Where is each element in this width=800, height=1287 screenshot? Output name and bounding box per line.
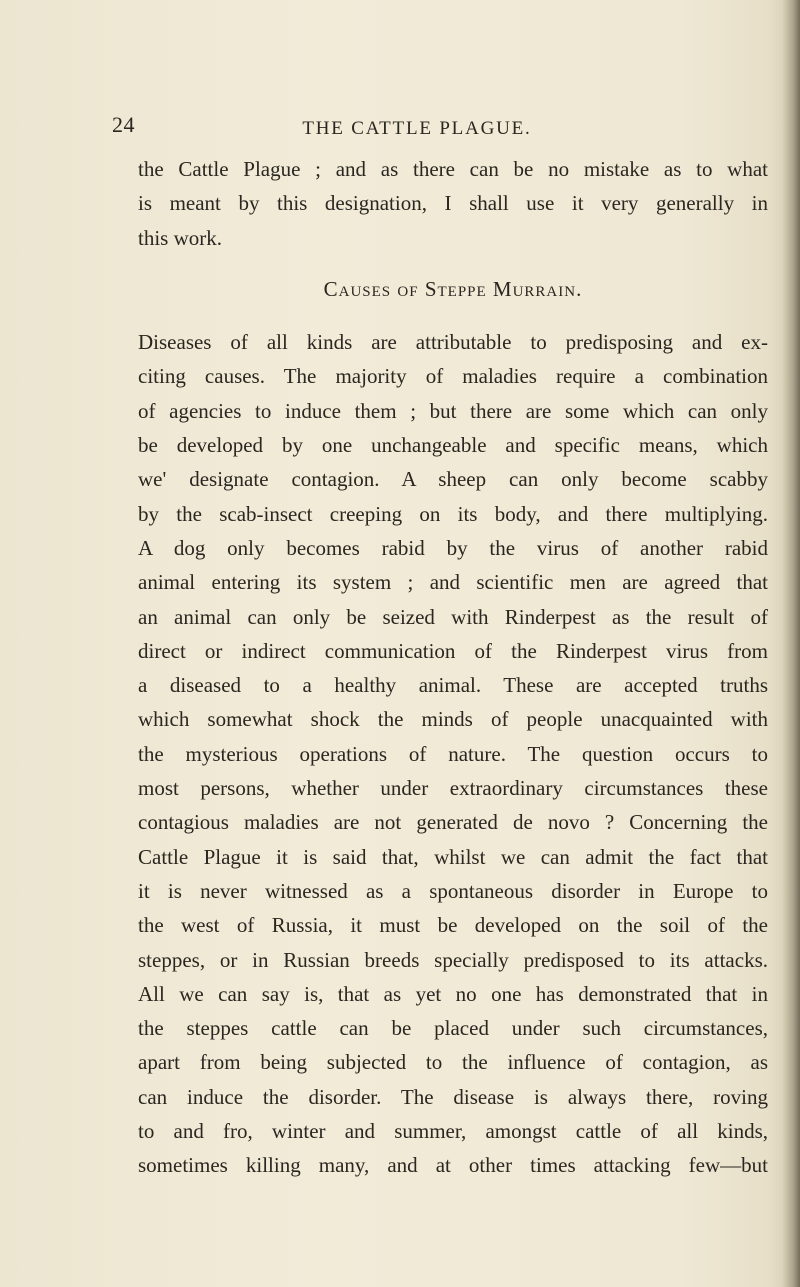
text-line: Cattle Plague it is said that, whilst we can admit the fact that <box>138 844 768 869</box>
text-line: to and fro, winter and summer, amongst cattle of all kinds, <box>138 1119 768 1144</box>
running-head: THE CATTLE PLAGUE. <box>302 118 532 139</box>
page-header <box>112 112 722 142</box>
text-line: most persons, whether under extraordinary circumstances these <box>138 776 768 801</box>
text-line: the Cattle Plague ; and as there can be no mistake as to what <box>138 157 768 181</box>
body-text <box>138 152 768 1183</box>
section-heading: Causes of Steppe Murrain. <box>323 276 583 301</box>
text-line: we' designate contagion. A sheep can only become scabby <box>138 467 768 492</box>
text-line: which somewhat shock the minds of people unacquainted with <box>138 707 768 732</box>
text-line: it is never witnessed as a spontaneous disorder in Europe to <box>138 878 768 903</box>
text-line: A dog only becomes rabid by the virus of another rabid <box>138 535 768 560</box>
paragraph-1 <box>138 152 768 255</box>
text-line: contagious maladies are not generated de novo ? Concerning the <box>138 810 768 835</box>
text-line: Diseases of all kinds are attributable to predisposing and ex- <box>138 330 768 355</box>
text-line: sometimes killing many, and at other times attacking few—but <box>138 1153 768 1178</box>
text-line: this work. <box>138 225 222 250</box>
text-line: steppes, or in Russian breeds specially predisposed to its attacks. <box>138 947 768 972</box>
text-line: be developed by one unchangeable and specific means, which <box>138 433 768 458</box>
text-line: can induce the disorder. The disease is always there, roving <box>138 1084 768 1109</box>
page-number: 24 <box>112 112 135 137</box>
text-line: the west of Russia, it must be developed on the soil of the <box>138 913 768 938</box>
text-line: the steppes cattle can be placed under such circumstances, <box>138 1016 768 1041</box>
text-line: by the scab-insect creeping on its body, and there multiplying. <box>138 501 768 526</box>
paragraph-2 <box>138 325 768 1182</box>
text-line: the mysterious operations of nature. The question occurs to <box>138 741 768 766</box>
page-edge-shadow <box>782 0 800 1287</box>
text-line: apart from being subjected to the influence of contagion, as <box>138 1050 768 1075</box>
text-line: All we can say is, that as yet no one has demonstrated that in <box>138 981 768 1006</box>
text-line: animal entering its system ; and scientific men are agreed that <box>138 570 768 595</box>
text-line: an animal can only be seized with Rinderpest as the result of <box>138 604 768 629</box>
text-line: of agencies to induce them ; but there are some which can only <box>138 398 768 423</box>
text-line: is meant by this designation, I shall use it very generally in <box>138 191 768 216</box>
text-line: direct or indirect communication of the Rinderpest virus from <box>138 638 768 663</box>
text-line: citing causes. The majority of maladies require a combination <box>138 364 768 389</box>
text-line: a diseased to a healthy animal. These are accepted truths <box>138 673 768 698</box>
